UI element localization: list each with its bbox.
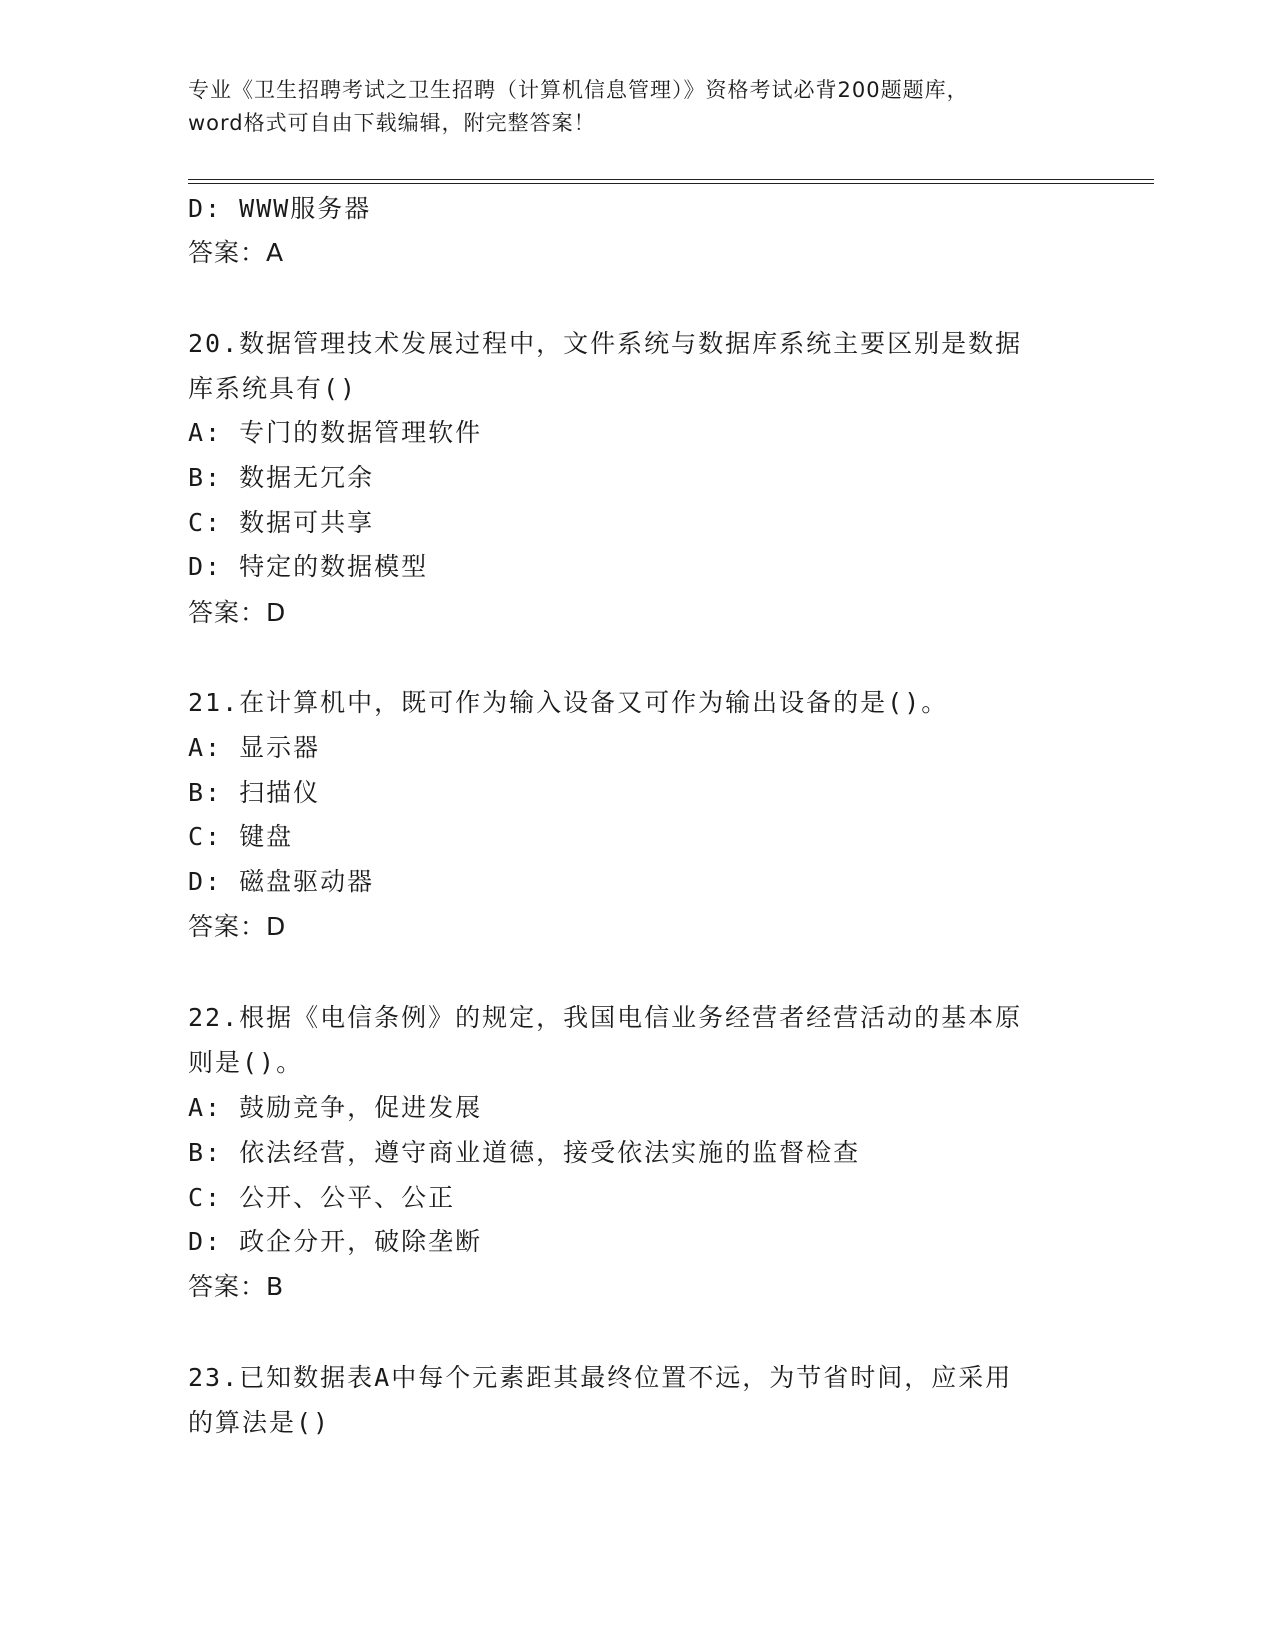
q22-option-a: A: 鼓励竞争，促进发展 [188,1093,483,1122]
header-divider-bottom [188,183,1154,184]
q21-answer: 答案：D [188,912,287,941]
prev-option-d: D: WWW服务器 [188,194,372,223]
q23-stem-line-2: 的算法是() [188,1408,331,1437]
prev-answer: 答案：A [188,238,285,267]
q20-answer: 答案：D [188,598,287,627]
q22-option-d: D: 政企分开，破除垄断 [188,1227,483,1256]
q20-option-c: C: 数据可共享 [188,508,375,537]
q22-stem-line-2: 则是()。 [188,1048,304,1077]
q21-option-c: C: 键盘 [188,822,294,851]
document-header [188,74,1088,140]
header-divider-top [188,179,1154,180]
q20-option-d: D: 特定的数据模型 [188,552,429,581]
q22-option-c: C: 公开、公平、公正 [188,1183,456,1212]
header-line-1: 专业《卫生招聘考试之卫生招聘（计算机信息管理）》资格考试必背200题题库， [188,78,969,102]
q21-option-b: B: 扫描仪 [188,778,321,807]
header-line-2: word格式可自由下载编辑，附完整答案！ [188,111,596,135]
q22-answer: 答案：B [188,1272,285,1301]
q20-stem-line-2: 库系统具有() [188,374,358,403]
q22-stem-line-1: 22.根据《电信条例》的规定，我国电信业务经营者经营活动的基本原 [188,1003,1023,1032]
q20-option-a: A: 专门的数据管理软件 [188,418,483,447]
q20-option-b: B: 数据无冗余 [188,463,375,492]
q21-option-a: A: 显示器 [188,733,321,762]
q22-option-b: B: 依法经营，遵守商业道德，接受依法实施的监督检查 [188,1138,861,1167]
q23-stem-line-1: 23.已知数据表A中每个元素距其最终位置不远，为节省时间，应采用 [188,1363,1013,1392]
q21-stem-line-1: 21.在计算机中，既可作为输入设备又可作为输出设备的是()。 [188,688,949,717]
q20-stem-line-1: 20.数据管理技术发展过程中，文件系统与数据库系统主要区别是数据 [188,329,1023,358]
q21-option-d: D: 磁盘驱动器 [188,867,375,896]
